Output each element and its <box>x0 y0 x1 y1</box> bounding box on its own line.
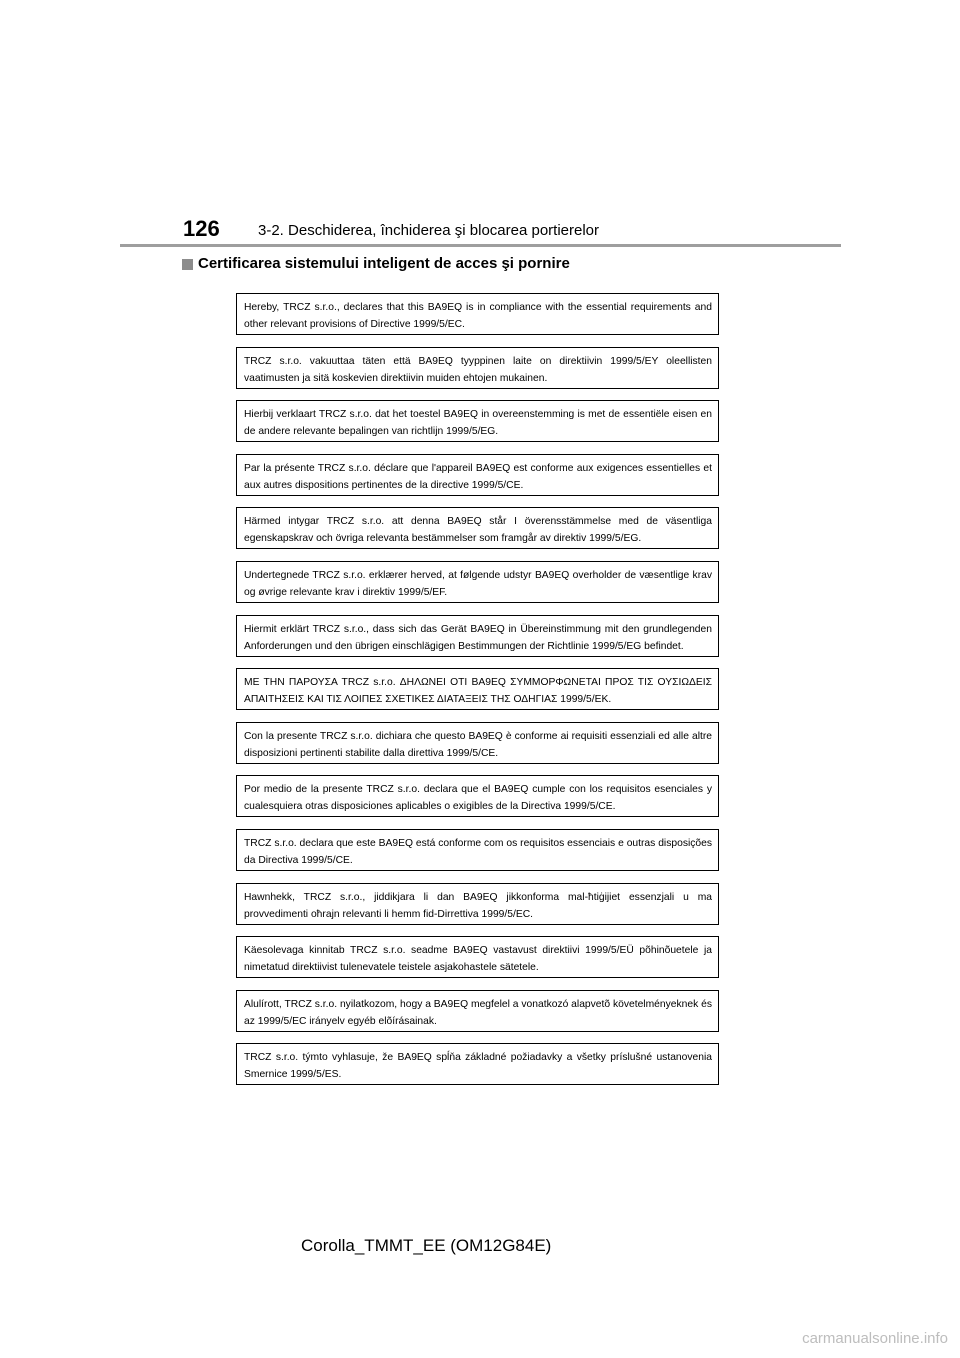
footer-document-id: Corolla_TMMT_EE (OM12G84E) <box>301 1236 552 1255</box>
declaration-box-sk: TRCZ s.r.o. týmto vyhlasuje, že BA9EQ spĺňa základné požiadavky a všetky príslušné ustanovenia Smernice 1999/5/ES. <box>236 1043 719 1085</box>
declaration-box-es: Por medio de la presente TRCZ s.r.o. declara que el BA9EQ cumple con los requisitos esenciales y cualesquiera otras disposiciones aplicables o exigibles de la Directiva 1999/5/CE. <box>236 775 719 817</box>
section-title: 3-2. Deschiderea, închiderea şi blocarea portierelor <box>258 222 600 239</box>
declaration-box-da: Undertegnede TRCZ s.r.o. erklærer herved, at følgende udstyr BA9EQ overholder de væsentlige krav og øvrige relevante krav i direktiv 1999/5/EF. <box>236 561 719 603</box>
page-number: 126 <box>183 216 220 241</box>
declaration-box-nl: Hierbij verklaart TRCZ s.r.o. dat het toestel BA9EQ in overeenstemming is met de essentiële eisen en de andere relevante bepalingen van richtlijn 1999/5/EG. <box>236 400 719 442</box>
declaration-box-mt: Hawnhekk, TRCZ s.r.o., jiddikjara li dan BA9EQ jikkonforma mal-ħtiġijiet essenzjali u ma provvedimenti oħrajn relevanti li hemm fid-Dirrettiva 1999/5/EC. <box>236 883 719 925</box>
declaration-box-sv: Härmed intygar TRCZ s.r.o. att denna BA9EQ står I överensstämmelse med de väsentliga egenskapskrav och övriga relevanta bestämmelser som framgår av direktiv 1999/5/EG. <box>236 507 719 549</box>
declaration-box-pt: TRCZ s.r.o. declara que este BA9EQ está conforme com os requisitos essenciais e outras disposições da Directiva 1999/5/CE. <box>236 829 719 871</box>
declaration-box-it: Con la presente TRCZ s.r.o. dichiara che questo BA9EQ è conforme ai requisiti essenziali ed alle altre disposizioni pertinenti stabilite dalla direttiva 1999/5/CE. <box>236 722 719 764</box>
declaration-box-fr: Par la présente TRCZ s.r.o. déclare que l'appareil BA9EQ est conforme aux exigences essentielles et aux autres dispositions pertinentes de la directive 1999/5/CE. <box>236 454 719 496</box>
watermark: carmanualsonline.info <box>802 1330 948 1347</box>
declaration-box-et: Käesolevaga kinnitab TRCZ s.r.o. seadme BA9EQ vastavust direktiivi 1999/5/EÜ põhinõuetele ja nimetatud direktiivist tulenevatele teistele asjakohastele sätetele. <box>236 936 719 978</box>
subheading <box>182 255 570 273</box>
declaration-box-hu: Alulírott, TRCZ s.r.o. nyilatkozom, hogy a BA9EQ megfelel a vonatkozó alapvetõ követelményeknek és az 1999/5/EC irányelv egyéb elõírásainak. <box>236 990 719 1032</box>
header-divider <box>120 244 841 247</box>
declarations-list <box>236 293 719 1097</box>
declaration-box-de: Hiermit erklärt TRCZ s.r.o., dass sich das Gerät BA9EQ in Übereinstimmung mit den grundlegenden Anforderungen und den übrigen einschlägigen Bestimmungen der Richtlinie 1999/5/EG befindet. <box>236 615 719 657</box>
declaration-box-en: Hereby, TRCZ s.r.o., declares that this BA9EQ is in compliance with the essential requirements and other relevant provisions of Directive 1999/5/EC. <box>236 293 719 335</box>
declaration-box-fi: TRCZ s.r.o. vakuuttaa täten että BA9EQ tyyppinen laite on direktiivin 1999/5/EY oleellisten vaatimusten ja sitä koskevien direktiivin muiden ehtojen mukainen. <box>236 347 719 389</box>
declaration-box-el: ΜΕ ΤΗΝ ΠΑΡΟΥΣΑ TRCZ s.r.o. ΔΗΛΩΝΕΙ ΟΤΙ BA9EQ ΣΥΜΜΟΡΦΩΝΕΤΑΙ ΠΡΟΣ ΤΙΣ ΟΥΣΙΩΔΕΙΣ ΑΠΑΙΤΗΣΕΙΣ ΚΑΙ ΤΙΣ ΛΟΙΠΕΣ ΣΧΕΤΙΚΕΣ ΔΙΑΤΑΞΕΙΣ ΤΗΣ ΟΔΗΓΙΑΣ 1999/5/ΕΚ. <box>236 668 719 710</box>
square-bullet-icon <box>182 259 193 270</box>
subheading-title: Certificarea sistemului inteligent de acces şi pornire <box>198 255 570 272</box>
